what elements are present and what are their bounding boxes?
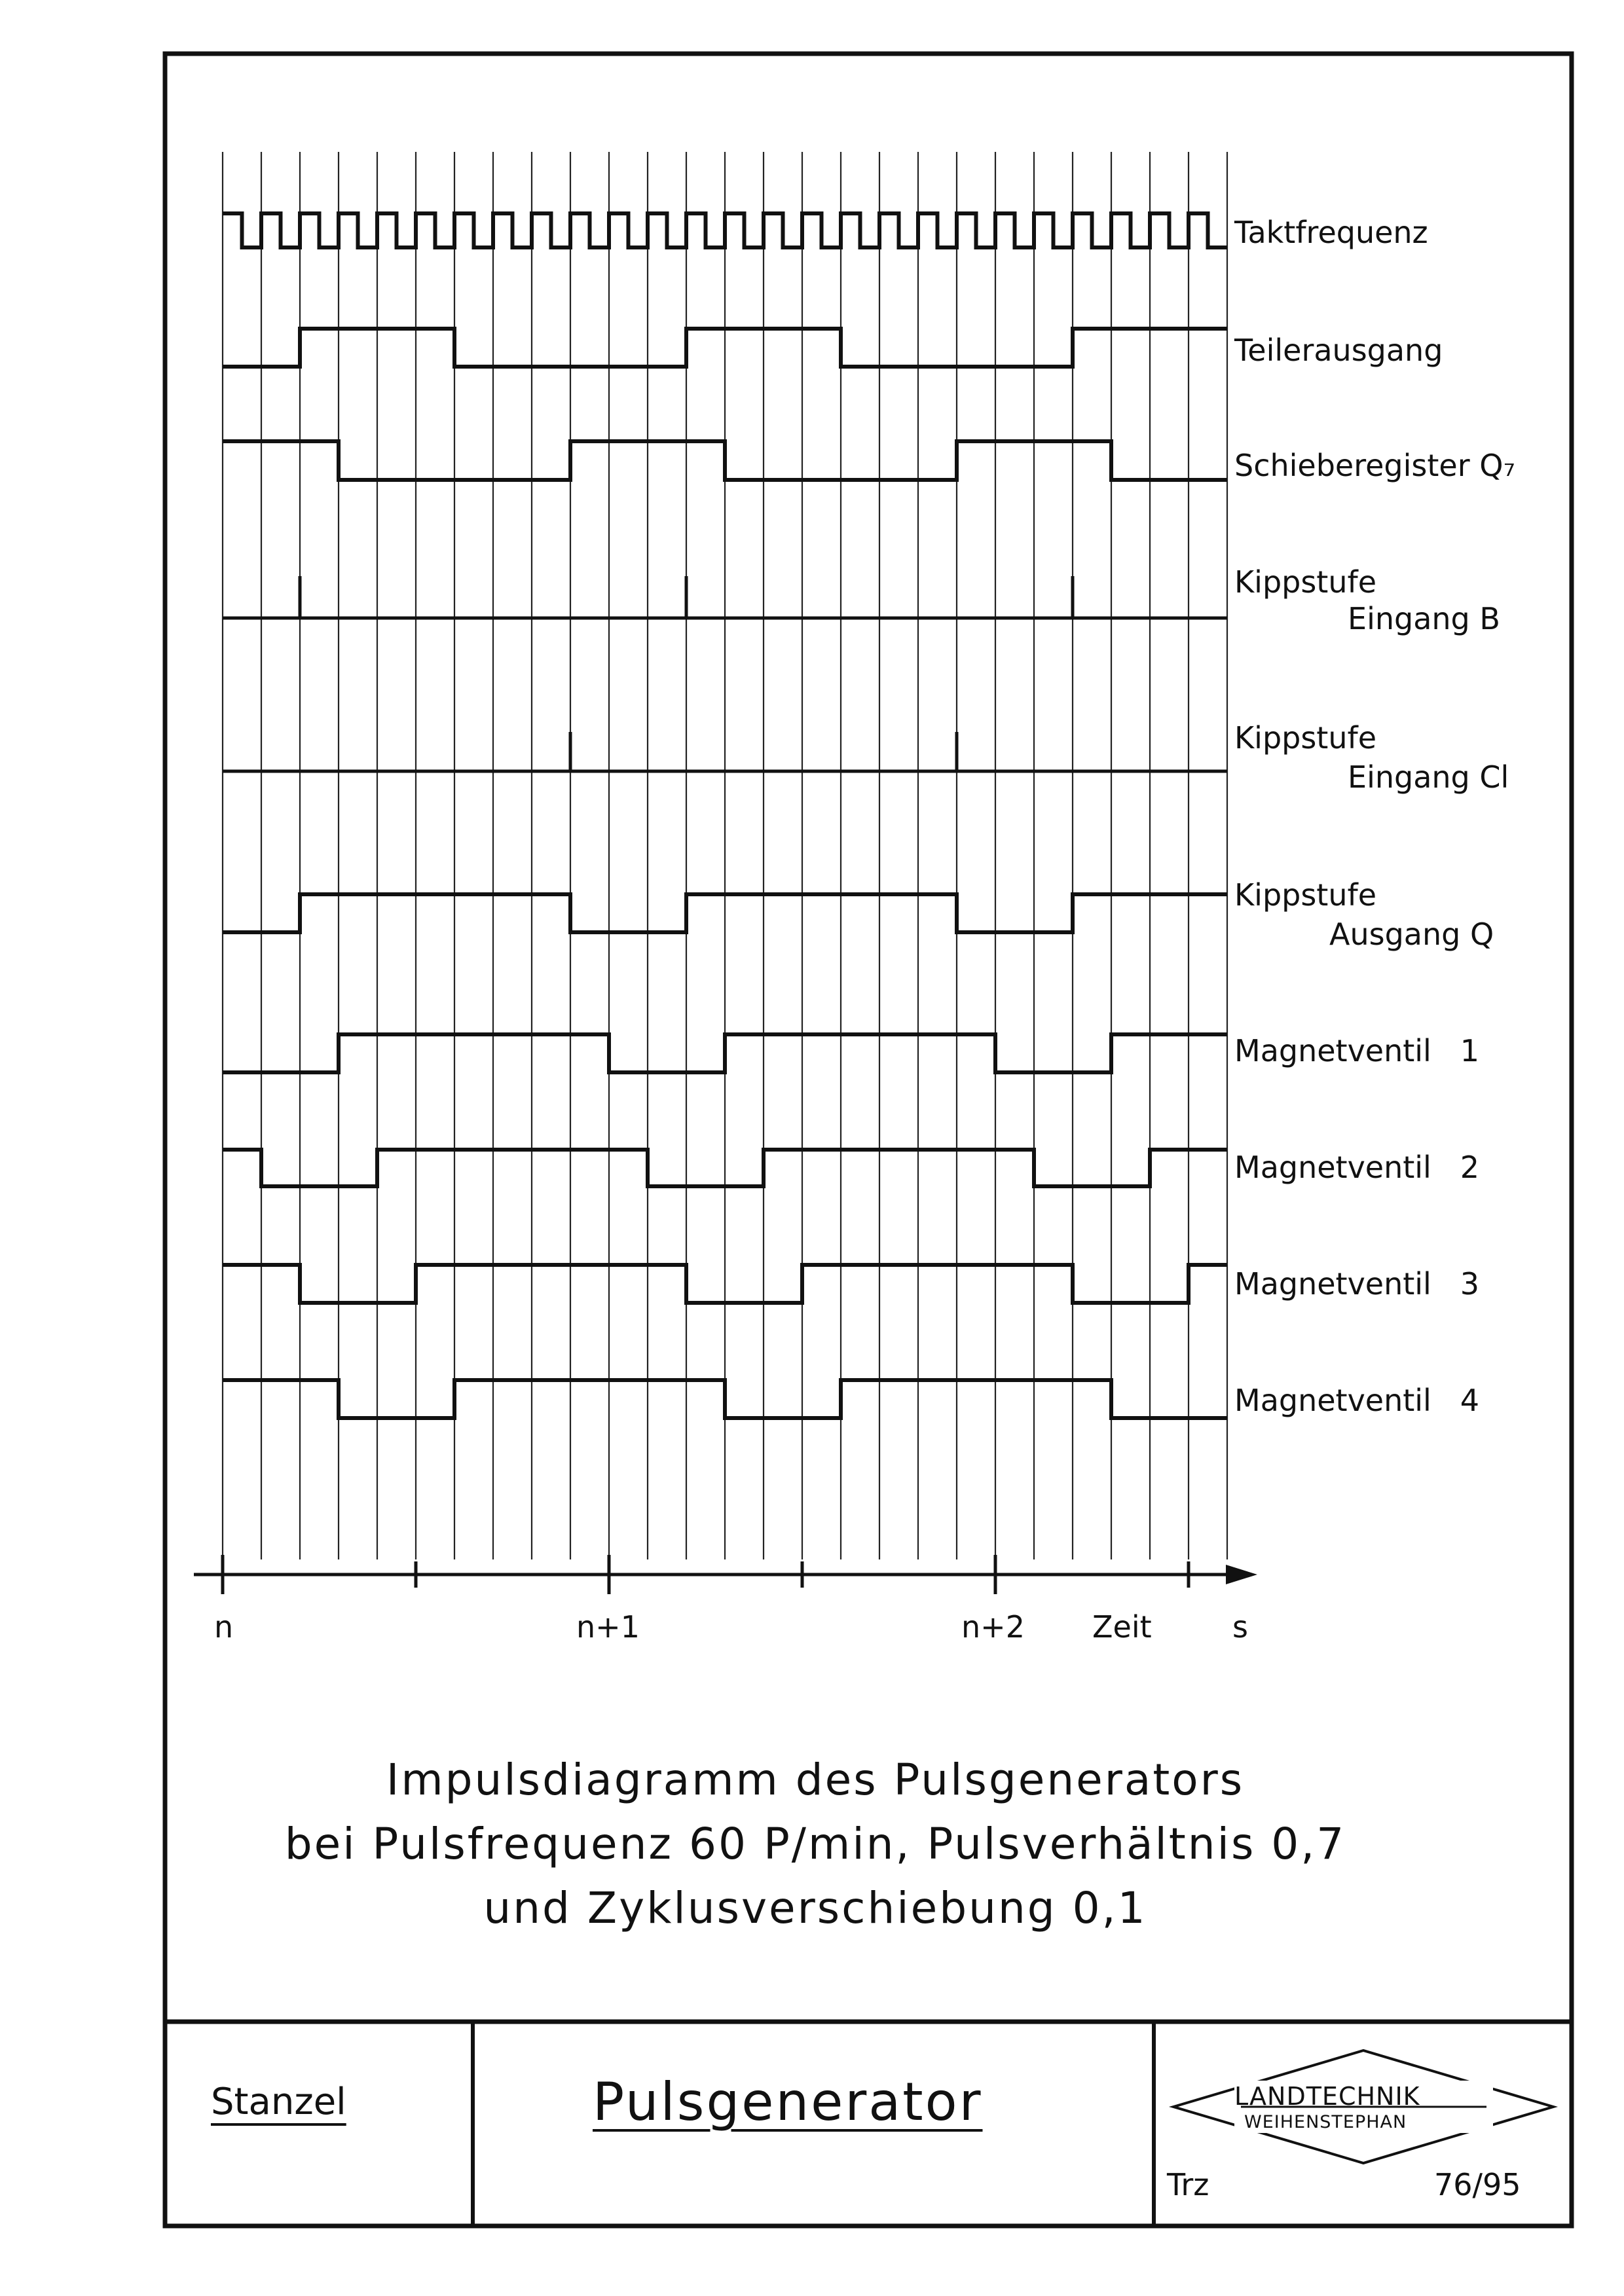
time-axis [194,1555,1257,1594]
label-kippstufe-cl-line1: Kippstufe [1234,720,1376,756]
mv4-waveform [223,1380,1227,1418]
time-axis-arrowhead [1226,1565,1257,1584]
caption-line-3: und Zyklusverschiebung 0,1 [483,1883,1147,1933]
label-magnetventil-1: Magnetventil 1 [1234,1033,1479,1068]
caption-line-2: bei Pulsfrequenz 60 P/min, Pulsverhältnis 0,7 [284,1819,1346,1869]
axis-zeit-label: Zeit [1092,1609,1152,1645]
author-name: Stanzel [211,2081,346,2123]
label-kippstufe-q-line1: Kippstufe [1234,877,1376,913]
axis-tick-label-n: n [214,1609,234,1645]
label-kippstufe-b-line1: Kippstufe [1234,564,1376,600]
label-schieberegister-q7: Schieberegister Q₇ [1234,448,1515,483]
logo-text-landtechnik: LANDTECHNIK [1234,2082,1420,2111]
drawing-number: 76/95 [1434,2167,1521,2202]
mv1-waveform [223,1034,1227,1072]
caption-line-1: Impulsdiagramm des Pulsgenerators [386,1755,1245,1805]
label-magnetventil-2: Magnetventil 2 [1234,1150,1479,1185]
label-taktfrequenz: Taktfrequenz [1234,215,1428,250]
schieberegister-waveform [223,441,1227,480]
label-magnetventil-4: Magnetventil 4 [1234,1383,1479,1418]
label-kippstufe-q-line2: Ausgang Q [1329,917,1494,952]
label-kippstufe-b-line2: Eingang B [1348,601,1500,636]
axis-tick-label-n1: n+1 [576,1609,640,1645]
logo-text-weihenstephan: WEIHENSTEPHAN [1244,2112,1407,2132]
drawing-title: Pulsgenerator [593,2071,983,2132]
label-magnetventil-3: Magnetventil 3 [1234,1266,1479,1302]
time-grid [223,152,1227,1559]
axis-unit-label: s [1232,1609,1248,1645]
axis-tick-label-n2: n+2 [961,1609,1025,1645]
drawer-initials: Trz [1167,2167,1209,2202]
label-teilerausgang: Teilerausgang [1234,333,1443,368]
label-kippstufe-cl-line2: Eingang Cl [1348,759,1509,795]
taktfrequenz-waveform [223,213,1227,247]
